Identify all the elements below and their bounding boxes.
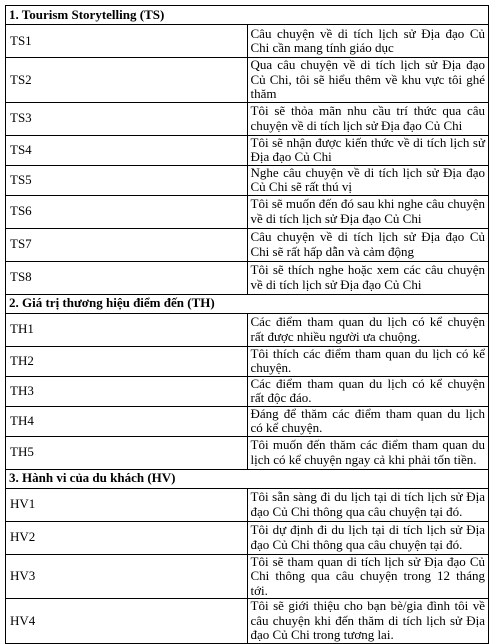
item-code: TS1: [6, 25, 248, 58]
table-row: [6, 599, 489, 644]
item-statement: Câu chuyện về di tích lịch sử Địa đạo Củ Chi cần mang tính giáo dục: [247, 25, 489, 58]
item-statement: Tôi muốn đến thăm các điểm tham quan du lịch có kể chuyện ngay cả khi phải tốn tiền.: [247, 436, 489, 469]
table-row: [6, 228, 489, 261]
item-code: HV4: [6, 599, 248, 644]
item-statement: Câu chuyện về di tích lịch sử Địa đạo Củ Chi sẽ rất hấp dẫn và cảm động: [247, 228, 489, 261]
item-code: TS2: [6, 58, 248, 103]
item-code: TH1: [6, 313, 248, 346]
table-row: [6, 521, 489, 554]
item-code: TH5: [6, 436, 248, 469]
table-row: [6, 376, 489, 406]
item-statement: Tôi sẽ thỏa mãn nhu cầu trí thức qua câu chuyện về di tích lịch sử Địa đạo Củ Chi: [247, 102, 489, 135]
item-code: TS3: [6, 102, 248, 135]
section-header-row: [6, 294, 489, 313]
item-statement: Nghe câu chuyện về di tích lịch sử Địa đạo Củ Chi sẽ rất thú vị: [247, 165, 489, 195]
item-statement: Tôi thích các điểm tham quan du lịch có kể chuyện.: [247, 346, 489, 376]
table-row: [6, 195, 489, 228]
item-statement: Tôi sẽ tham quan di tích lịch sử Địa đạo Củ Chi thông qua câu chuyện trong 12 tháng tới.: [247, 554, 489, 599]
table-row: [6, 102, 489, 135]
section-title: 1. Tourism Storytelling (TS): [6, 6, 489, 25]
item-code: HV1: [6, 488, 248, 521]
table-row: [6, 135, 489, 165]
item-statement: Tôi sẽ muốn đến đó sau khi nghe câu chuyện về di tích lịch sử Địa đạo Củ Chi: [247, 195, 489, 228]
item-code: TH2: [6, 346, 248, 376]
item-code: TH3: [6, 376, 248, 406]
item-code: TH4: [6, 406, 248, 436]
table-row: [6, 436, 489, 469]
item-code: HV2: [6, 521, 248, 554]
table-row: [6, 58, 489, 103]
table-row: [6, 406, 489, 436]
table-row: [6, 313, 489, 346]
item-statement: Tôi dự định đi du lịch tại di tích lịch sử Địa đạo Củ Chi thông qua câu chuyện tại đó.: [247, 521, 489, 554]
table-row: [6, 25, 489, 58]
item-statement: Các điểm tham quan du lịch có kể chuyện rất được nhiều người ưa chuộng.: [247, 313, 489, 346]
item-statement: Tôi sẽ thích nghe hoặc xem các câu chuyện về di tích lịch sử Địa đạo Củ Chi: [247, 261, 489, 294]
scale-items-table: [5, 5, 489, 644]
item-statement: Đáng để thăm các điểm tham quan du lịch có kể chuyện.: [247, 406, 489, 436]
item-statement: Qua câu chuyện về di tích lịch sử Địa đạo Củ Chi, tôi sẽ hiểu thêm về khu vực tôi ghé thăm: [247, 58, 489, 103]
item-code: HV3: [6, 554, 248, 599]
table-row: [6, 488, 489, 521]
item-code: TS8: [6, 261, 248, 294]
item-code: TS4: [6, 135, 248, 165]
item-code: TS5: [6, 165, 248, 195]
item-code: TS6: [6, 195, 248, 228]
table-row: [6, 554, 489, 599]
item-statement: Các điểm tham quan du lịch có kể chuyện rất độc đáo.: [247, 376, 489, 406]
item-code: TS7: [6, 228, 248, 261]
section-header-row: [6, 6, 489, 25]
section-header-row: [6, 469, 489, 488]
item-statement: Tôi sẽ giới thiệu cho bạn bè/gia đình tôi về câu chuyện khi đến thăm di tích lịch sử Địa đạo Củ Chi trong tương lai.: [247, 599, 489, 644]
table-body: [6, 6, 489, 644]
table-row: [6, 346, 489, 376]
section-title: 2. Giá trị thương hiệu điểm đến (TH): [6, 294, 489, 313]
item-statement: Tôi sẽ nhận được kiến thức về di tích lịch sử Địa đạo Củ Chi: [247, 135, 489, 165]
table-row: [6, 261, 489, 294]
table-row: [6, 165, 489, 195]
item-statement: Tôi sẵn sàng đi du lịch tại di tích lịch sử Địa đạo Củ Chi thông qua câu chuyện tại đó.: [247, 488, 489, 521]
section-title: 3. Hành vi của du khách (HV): [6, 469, 489, 488]
